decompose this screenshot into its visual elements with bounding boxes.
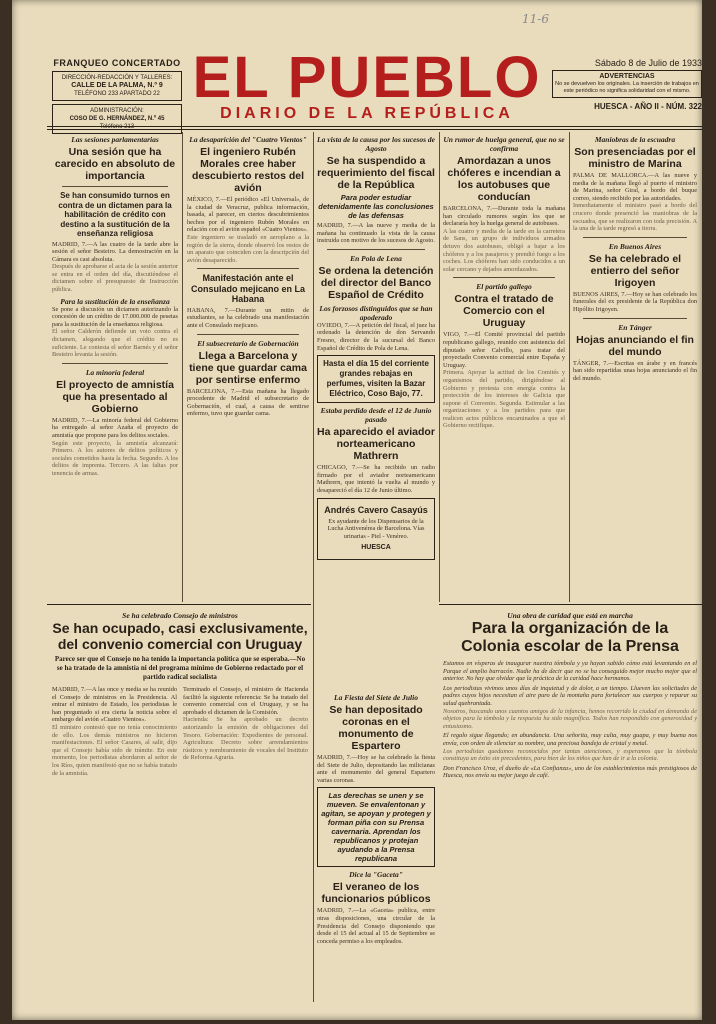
redaccion-line: TELÉFONO 233 APARTADO 22 <box>74 91 160 97</box>
section-rule <box>439 604 702 605</box>
issue-date: Sábado 8 de Julio de 1933 <box>594 58 702 68</box>
doctor-advertisement <box>317 498 435 561</box>
kicker: La minoría federal <box>85 367 145 377</box>
article-text: Los periodistas vivimos unos días de inquietud y de dolor, a un tiempo. Llueven las solicitudes de padres cuyos hijos necesitan el aire puro de la montaña para fortalecer sus cuerpos y reparar su salud quebrantada. <box>443 684 697 707</box>
article-text: Inmediatamente el ministro pasó a bordo del crucero donde presenció las maniobras de la escuadra, que se realizaron con toda precisión. A la una de la tarde regresó a tierra. <box>573 202 697 233</box>
headline: Una sesión que ha carecido en absoluto de importancia <box>54 146 176 182</box>
column-rule <box>439 132 440 602</box>
article-text: MÉXICO, 7.—El periódico «El Universal», de la ciudad de Veracruz, publica información, basada, al parecer, en ciertos descubrimientos hechos por el ingeniero Rubén Morales en relación con el avión español «Cuatro Vientos». <box>187 196 309 234</box>
kicker: El partido gallego <box>476 282 532 292</box>
masthead-rule <box>47 126 702 127</box>
article-text: Después de aprobarse el acta de la sesión anterior se entra en el orden del día, discutiéndose el dictamen sobre el presupuesto de Instrucción pública. <box>52 263 178 294</box>
consejo-article <box>52 608 308 1018</box>
article-text: Estamos en vísperas de inaugurar nuestra tómbola y ya hayan sabido cómo está levantando en el Parque el amplio barracón. Nadie ha de decir que no se ha conseguido mejor mucho mejor que el anterior. No hay que olvidar que la práctica de la caridad hace hermanos. <box>443 660 697 683</box>
article-text: CHICAGO, 7.—Se ha recibido un radio firmado por el aviador norteamericano Mathrern, que intentó la vuelta al mundo y desapareció el día 12 de Junio último. <box>317 464 435 494</box>
ad-city: HUESCA <box>361 544 391 552</box>
kicker: En Buenos Aires <box>608 241 662 251</box>
kicker: La desaparición del "Cuatro Vientos" <box>189 135 307 144</box>
headline: Manifestación ante el Consulado mejicano en La Habana <box>190 273 306 305</box>
colonia-article <box>443 608 697 1018</box>
article-text: Este ingeniero se trasladó en aeroplano a la región de la sierra, donde observó los restos de un aparato que coinciden con la descripción del avión desaparecido. <box>187 233 309 264</box>
article-text: MADRID, 7.—A las nueve y media de la mañana ha continuado la vista de la causa instruida con motivo de los sucesos de Agosto. <box>317 222 435 245</box>
article-text: TÁNGER, 7.—Escritas en árabe y en francés han sido repartidas unas hojas anunciando el fin del mundo. <box>573 359 697 382</box>
article-text: MADRID, 7.—La minoría federal del Gobierno ha entregado al señor Azaña el proyecto de amnistía que propone para los delitos sociales. <box>52 416 178 439</box>
administracion-line: Teléfono 213 <box>99 124 135 130</box>
article-text: BARCELONA, 7.—Esta mañana ha llegado procedente de Madrid el subsecretario de Gobernación, el cual, a causa de sentirse enfermo, tuvo que guardar cama. <box>187 387 309 418</box>
masthead-rule <box>47 129 702 130</box>
column-1 <box>52 132 178 602</box>
kicker: Un rumor de huelga general, que no se confirma <box>443 135 565 153</box>
kicker: La vista de la causa por los sucesos de Agosto <box>317 135 435 153</box>
lower-middle-column <box>317 690 435 1018</box>
headline: Amordazan a unos chóferes e incendian a los autobuses que conducían <box>447 155 561 203</box>
headline: Se ordena la detención del director del Banco Español de Crédito <box>318 264 434 301</box>
kicker: Dice la "Gaceta" <box>349 870 403 880</box>
headline: Para la organización de la Colonia escolar de la Prensa <box>461 620 679 655</box>
title-text: EL PUEBLO <box>192 45 542 110</box>
article-text: El señor Calderón defiende un voto contra el dictamen, alegando que el crédito no es suficiente. Le contesta el señor Barnés y el señor Besteiro levanta la sesión. <box>52 328 178 359</box>
article-col <box>183 686 308 777</box>
article-text: El regalo sigue llegando; en abundancia. Una señorita, muy culta, muy guapa, y muy buena nos envía, con orden de silenciar su nombre, una preciosa bandeja de cristal y metal. <box>443 732 697 747</box>
column-rule <box>569 132 570 602</box>
kicker: Una obra de caridad que está en marcha <box>507 611 633 620</box>
article-text: BARCELONA, 7.—Durante toda la mañana han circulado rumores según los que se declararía hoy la huelga general de autobuses. <box>443 205 565 228</box>
article-text: BUENOS AIRES, 7.—Hoy se han celebrado los funerales del ex presidente de la República don Hipólito Irigoyen. <box>573 290 697 313</box>
headline: Se ha suspendido a requerimiento del fiscal de la República <box>317 155 435 191</box>
article-text: Nosotros, buscando unos cuantos amigos de la infancia, hemos recorrido la ciudad en demanda de objetos para la tómbola y la respuesta ha sido magnífica. Todos han respondido con generosidad y entusiasmo. <box>443 707 697 730</box>
article-text: Primera. Apoyar la actitud de los Comités y organismos del partido, dirigiéndose al Gobierno y protesta con energía contra la protección de los intereses de Galicia que supone el Convenio. Segunda. Estimular a las organizaciones y a los partidos para que realicen actos públicos encaminados a que el Gobierno rectifique. <box>443 369 565 430</box>
article-text: OVIEDO, 7.—A petición del fiscal, el juez ha ordenado la detención de don Servando Fresno, director de la sucursal del Banco Español de Crédito de Pola de Lena. <box>317 321 435 352</box>
administracion-line: COSO DE G. HERNÁNDEZ, N.º 45 <box>69 116 165 122</box>
column-5 <box>573 132 697 602</box>
newspaper-page <box>12 0 702 1020</box>
headline: El ingeniero Rubén Morales cree haber descubierto restos del avión <box>191 146 305 194</box>
kicker: En Tánger <box>618 322 652 332</box>
subtitle-text: DIARIO DE LA REPÚBLICA <box>220 105 514 122</box>
article-col <box>52 686 177 777</box>
article-text: El ministro contestó que no tenía conocimiento de ello. Los demás ministros no hicieron manifestaciones. El señor Casares, al salir, dijo que el Consejo había sido de trámite. En este momento, los periodistas abordaron al señor de los Ríos, quien manifestó que no se había tratado de la amnistía. <box>52 723 177 777</box>
handwritten-note: 11-6 <box>522 12 549 26</box>
article-text: Los periodistas quedamos reconocidos por tantas atenciones, y esperamos que la tómbola constituya un éxito sin precedentes, para bien de los niños que han de ir a la colonia. <box>443 747 697 763</box>
kicker: Se ha celebrado Consejo de ministros <box>122 611 238 620</box>
advert-box <box>552 70 702 98</box>
separator <box>197 334 299 335</box>
article-text: A las cuatro y media de la tarde en la carretera de Sans, un grupo de individuos armados detuvo dos autobuses, obligó a bajar a los chóferes y a los pasajeros y prendió fuego a los coches. Los chóferes han sido conducidos a un solar cercano y dejados amordazados. <box>443 227 565 273</box>
article-text: PALMA DE MALLORCA.—A las nueve y media de la mañana llegó al puerto el ministro de Marina, señor Giral, a bordo del buque correo, siendo recibido por las autoridades. <box>573 172 697 202</box>
column-4 <box>443 132 565 602</box>
notice-box: Las derechas se unen y se mueven. Se envalentonan y agitan, se apoyan y protegen y forman piña con su Prensa cavernaria. Aprendan los republicanos y protejan ayudando a la Prensa republicana <box>317 787 435 867</box>
kicker: Maniobras de la escuadra <box>594 135 676 144</box>
ad-text: Ex ayudante de los Dispensarios de la Lucha Antivenérea de Barcelona. Vías urinarias - Piel - Venéreo. <box>327 517 425 540</box>
headline: Llega a Barcelona y tiene que guardar cama por sentirse enfermo <box>189 349 307 386</box>
article-text: Se pone a discusión un dictamen autorizando la concesión de un crédito de 17.000.000 de pesetas para la sustitución de la enseñanza religiosa. <box>52 305 178 328</box>
redaccion-box <box>52 71 182 101</box>
column-rule <box>182 132 183 602</box>
section-rule <box>47 604 311 605</box>
subheadline: Parece ser que el Consejo no ha tenido la importancia política que se esperaba.—No se ha tratado de la amnistía ni del programa mínimo de Gobierno redactado por el partido radical socialista <box>54 655 306 681</box>
advert-title: ADVERTENCIAS <box>599 73 655 80</box>
separator <box>583 318 687 319</box>
redaccion-line: CALLE DE LA PALMA, N.º 9 <box>71 82 163 89</box>
headline: El proyecto de amnistía que ha presentado al Gobierno <box>56 378 174 415</box>
headline: Ha aparecido el aviador norteamericano Mathrern <box>317 426 435 463</box>
separator <box>62 363 168 364</box>
article-text: MADRID, 7.—La «Gaceta» publica, entre otras disposiciones, una circular de la Presidencia del Consejo disponiendo que desde el 15 del actual al 15 de Septiembre se conceda permiso a los empleados. <box>317 907 435 945</box>
article-text: MADRID, 7.—A las once y media se ha reunido el Consejo de ministros en la Presidencia. Al entrar el ministro de Estado, los periodistas le han preguntado si era cierta la noticia sobre el embargo del avión «Cuatro Vientos». <box>52 686 177 724</box>
article-text: MADRID, 7.—Hoy se ha celebrado la fiesta del Siete de Julio, depositando las milicianas ante el monumento del general Espartero varias coronas. <box>317 754 435 784</box>
kicker: El subsecretario de Gobernación <box>197 338 299 348</box>
kicker: Las sesiones parlamentarias <box>71 135 159 144</box>
headline: Se han depositado coronas en el monumento de Espartero <box>329 704 423 752</box>
subheadline: Para poder estudiar detenidamente las conclusiones de las defensas <box>318 193 434 220</box>
article-text: Don Francisco Uroz, el dueño de «La Confianza», uno de los establecimientos más prestigiosos de Huesca, nos envía su mejor juego de café. <box>443 764 697 780</box>
separator <box>327 249 425 250</box>
franqueo-label: FRANQUEO CONCERTADO <box>53 58 181 68</box>
headline: Se han ocupado, casi exclusivamente, del convenio comercial con Uruguay <box>52 620 308 652</box>
advertisement-box: Hasta el día 15 del corriente grandes rebajas en perfumes, visiten la Bazar Eléctrico, Coso Bajo, 77. <box>317 355 435 403</box>
volume-number: HUESCA - AÑO II - NÚM. 322 <box>594 102 702 111</box>
separator <box>62 186 168 187</box>
article-columns <box>52 686 308 777</box>
subheadline: Se han consumido turnos en contra de un dictamen para la habilitación de crédito con destino a la sustitución de la enseñanza religiosa <box>58 191 172 238</box>
column-rule <box>313 132 314 1002</box>
separator <box>197 268 299 269</box>
article-text: Terminado el Consejo, el ministro de Hacienda facilitó la siguiente referencia: Se ha tratado del convenio comercial con el Uruguay, y se ha aprobado el dictamen de la Comisión. <box>183 686 308 716</box>
article-text: VIGO, 7.—El Comité provincial del partido republicano gallego, reunido con asistencia del diputado señor Calvillo, para tratar del proyectado Convenio comercial entre España y Uruguay. <box>443 331 565 369</box>
kicker: La Fiesta del Siete de Julio <box>334 693 418 702</box>
headline: Son presenciadas por el ministro de Marina <box>574 146 696 170</box>
headline: Hojas anunciando el fin del mundo <box>576 333 694 358</box>
kicker: En Pola de Lena <box>350 253 402 263</box>
redaccion-line: DIRECCIÓN-REDACCIÓN Y TALLERES: <box>61 75 173 81</box>
article-text: MADRID, 7.—A las cuatro de la tarde abre la sesión el señor Besteiro. La demostración en la Cámara es casi absoluta. <box>52 240 178 263</box>
separator <box>453 277 555 278</box>
ad-name: Andrés Cavero Casayús <box>324 504 428 515</box>
separator <box>583 237 687 238</box>
article-text: Hacienda: Se ha aprobado un decreto autorizando la emisión de obligaciones del Tesoro. Gobernación: Expedientes de personal. Agricultura: Decreto sobre arrendamientos rústicos y nombramiento de vocales del Instituto de Reforma Agraria. <box>183 716 308 762</box>
article-text: HABANA, 7.—Durante un mitin de estudiantes, se ha celebrado una manifestación ante el Consulado mejicano. <box>187 306 309 330</box>
column-3 <box>317 132 435 702</box>
kicker: Estaba perdido desde el 12 de Junio pasado <box>320 406 432 425</box>
administracion-line: ADMINISTRACIÓN: <box>90 108 144 114</box>
column-2 <box>187 132 309 602</box>
newspaper-title <box>187 45 547 122</box>
advert-text: No se devuelven los originales. La inserción de trabajos en este periódico no significa solidaridad con el mismo. <box>555 81 699 94</box>
article-text: Según este proyecto, la amnistía alcanzará: Primero. A los autores de delitos políticos y sociales cometidos hasta la fecha. Segundo. A los delitos de imprenta. Tercero. A las faltas por tenencia de armas. <box>52 439 178 477</box>
headline: El veraneo de los funcionarios públicos <box>321 881 431 906</box>
masthead-right <box>552 58 702 111</box>
kicker: Para la sustitución de la enseñanza <box>60 296 170 306</box>
kicker: Los forzosos distinguidos que se han apoderado <box>319 303 433 322</box>
masthead-left <box>52 58 182 134</box>
headline: Contra el tratado de Comercio con el Uruguay <box>454 293 554 330</box>
headline: Se ha celebrado el entierro del señor Irigoyen <box>588 252 682 289</box>
